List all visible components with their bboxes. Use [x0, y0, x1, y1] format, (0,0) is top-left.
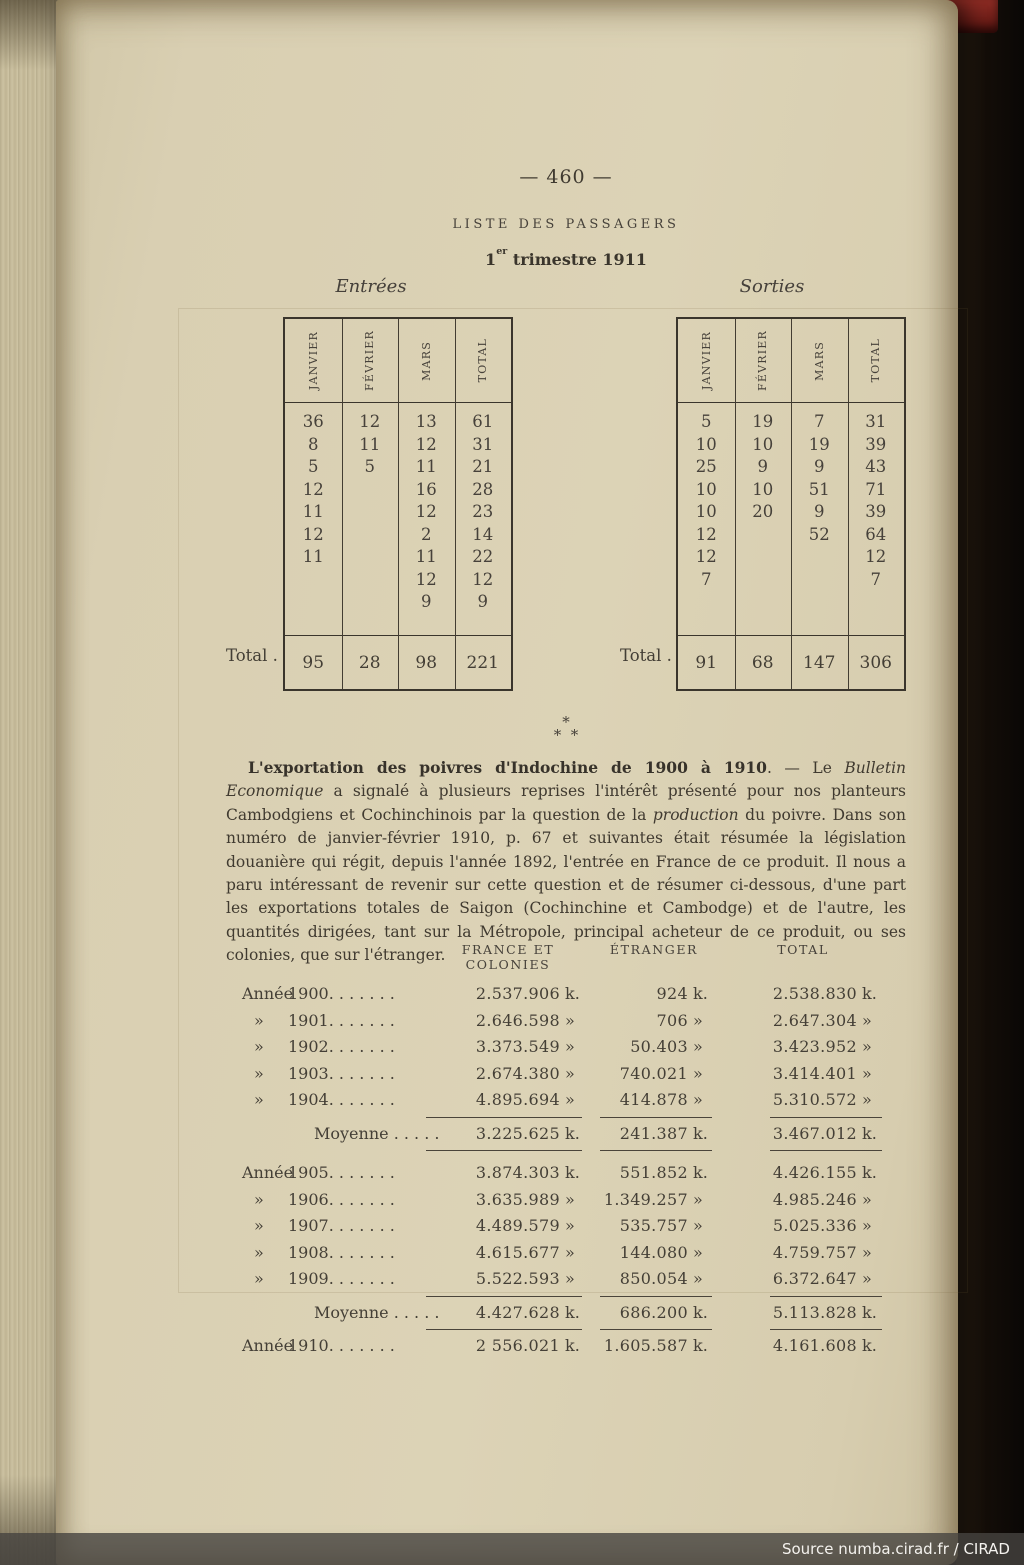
row-label: 1904. . . . . . . — [288, 1090, 395, 1109]
unit-etranger: » — [693, 1010, 703, 1030]
value-total: 3.414.401 — [772, 1063, 857, 1083]
value-etranger: 706 — [656, 1010, 688, 1030]
export-row-1909 — [226, 1266, 906, 1293]
cell — [342, 547, 399, 570]
header-france-colonies: FRANCE ET COLONIES — [461, 942, 555, 972]
value-total: 2.538.830 — [772, 984, 857, 1003]
cell: 12 — [415, 434, 437, 454]
paragraph-segment: . — Le — [766, 759, 845, 777]
row-label: 1906. . . . . . . — [288, 1189, 395, 1209]
column-divider — [455, 319, 456, 689]
row-label: 1900. . . . . . . — [288, 984, 395, 1003]
column-header-label: JANVIER — [699, 331, 713, 390]
column-divider — [791, 319, 792, 689]
cell: 11 — [359, 434, 381, 454]
cell: 71 — [865, 479, 887, 499]
unit-etranger: » — [693, 1216, 703, 1235]
cell: 12 — [415, 569, 437, 589]
column-header-label: TOTAL — [476, 338, 490, 383]
row-label-prefix: » — [254, 1269, 264, 1288]
export-table — [226, 942, 906, 1360]
unit-etranger: k. — [693, 1163, 708, 1182]
row-label-prefix: » — [254, 1090, 264, 1109]
row-label: 1907. . . . . . . — [288, 1216, 395, 1235]
cell: 11 — [415, 547, 437, 566]
unit-france: » — [565, 1189, 575, 1209]
column-divider — [848, 319, 849, 689]
value-total: 3.467.012 — [772, 1123, 857, 1143]
cell: 22 — [472, 547, 494, 566]
value-total: 3.423.952 — [772, 1037, 857, 1056]
cell: 14 — [472, 524, 494, 544]
unit-etranger: » — [693, 1189, 703, 1209]
value-france: 2.646.598 — [475, 1010, 560, 1030]
unit-france: » — [565, 1216, 575, 1235]
cell: 7 — [701, 569, 712, 589]
value-france: 3.874.303 — [475, 1163, 560, 1182]
cell: 2 — [421, 524, 432, 544]
row-label: 1910. . . . . . . — [288, 1336, 395, 1355]
unit-total: » — [862, 1090, 872, 1109]
column-header-label: FÉVRIER — [756, 330, 770, 391]
cell: 52 — [808, 524, 830, 544]
unit-etranger: k. — [693, 1336, 708, 1355]
table-rule — [226, 1150, 906, 1151]
unit-total: k. — [862, 984, 877, 1003]
value-total: 5.113.828 — [772, 1302, 857, 1322]
sorties-caption: Sorties — [739, 276, 805, 297]
export-row-1906 — [226, 1187, 906, 1214]
cell: 20 — [752, 502, 774, 521]
unit-total: » — [862, 1037, 872, 1056]
unit-france: » — [565, 1269, 575, 1288]
row-label: Moyenne . . . . . — [314, 1302, 440, 1322]
cell: 43 — [865, 457, 887, 476]
cell: 7 — [870, 569, 881, 589]
unit-total: » — [862, 1242, 872, 1262]
row-label: 1908. . . . . . . — [288, 1242, 395, 1262]
cell: 9 — [814, 502, 825, 521]
value-total: 4.426.155 — [772, 1163, 857, 1182]
unit-france: k. — [565, 1163, 580, 1182]
total-cell: 147 — [803, 652, 836, 673]
entrees-caption: Entrées — [335, 276, 407, 297]
source-attribution-bar — [0, 1533, 1024, 1565]
cell: 10 — [752, 434, 774, 454]
cell: 7 — [814, 412, 825, 431]
row-label: 1902. . . . . . . — [288, 1037, 395, 1056]
column-header — [848, 319, 905, 402]
cell: 11 — [302, 502, 324, 521]
value-etranger: 924 — [656, 984, 688, 1003]
unit-france: k. — [565, 1302, 580, 1322]
export-row-1901 — [226, 1008, 906, 1035]
row-label-prefix: » — [254, 1063, 264, 1083]
unit-france: k. — [565, 984, 580, 1003]
total-cell: 98 — [415, 652, 438, 673]
unit-etranger: » — [693, 1269, 703, 1288]
value-france: 3.373.549 — [475, 1037, 560, 1056]
unit-etranger: » — [693, 1090, 703, 1109]
cell — [848, 592, 905, 615]
cell — [791, 547, 848, 570]
value-etranger: 50.403 — [630, 1037, 688, 1056]
row-label-prefix — [226, 1121, 288, 1148]
export-row-moyenne-1 — [226, 1121, 906, 1148]
cell: 9 — [757, 457, 768, 476]
column-header — [342, 319, 399, 402]
cell — [342, 480, 399, 503]
column-divider — [342, 319, 343, 689]
export-row-moyenne-2 — [226, 1300, 906, 1327]
cell — [735, 547, 792, 570]
unit-total: » — [862, 1189, 872, 1209]
cell: 11 — [302, 547, 324, 566]
cell: 12 — [302, 524, 324, 544]
cell: 31 — [472, 434, 494, 454]
value-total: 4.161.608 — [772, 1336, 857, 1355]
column-header — [735, 319, 792, 402]
value-etranger: 1.605.587 — [603, 1336, 688, 1355]
row-label: 1901. . . . . . . — [288, 1010, 395, 1030]
export-row-1904 — [226, 1087, 906, 1114]
cell: 9 — [421, 592, 432, 611]
column-divider — [735, 319, 736, 689]
export-row-1903 — [226, 1061, 906, 1088]
cell: 12 — [472, 569, 494, 589]
cell — [791, 570, 848, 593]
value-france: 2.674.380 — [475, 1063, 560, 1083]
value-etranger: 414.878 — [619, 1090, 688, 1109]
value-total: 2.647.304 — [772, 1010, 857, 1030]
value-france: 4.427.628 — [475, 1302, 560, 1322]
column-header — [455, 319, 512, 402]
sorties-total-label: Total . — [620, 646, 672, 665]
subtitle-rest: trimestre 1911 — [507, 250, 647, 269]
row-label-prefix: » — [254, 1216, 264, 1235]
cell: 12 — [695, 524, 717, 544]
cell: 10 — [752, 479, 774, 499]
value-total: 5.310.572 — [772, 1090, 857, 1109]
total-cell: 28 — [358, 652, 381, 673]
subtitle-number: 1 — [485, 250, 497, 269]
cell — [285, 592, 342, 615]
cell: 8 — [308, 434, 319, 454]
paragraph-segment: du poivre. Dans son numéro de janvier-février 1910, p. 67 et suivantes était résumée la législation douanière qui régit, depuis l'année 1892, l'entrée en France de ce produit. Il nous a paru intéressant de revenir sur cette question et de résumer ci-dessous, d'une part les exportations totales de Saigon (Cochinchine et Cambodge) et de l'autre, les quantités dirigées, tant sur la Métropole, principal acheteur de ce produit, ou ses colonies, que sur l'étranger. — [226, 805, 906, 965]
cell: 16 — [415, 479, 437, 499]
row-label-prefix: » — [254, 1242, 264, 1262]
cell: 25 — [695, 457, 717, 476]
cell: 23 — [472, 502, 494, 521]
asterism-bottom: * * — [553, 726, 579, 744]
column-header — [678, 319, 735, 402]
value-total: 4.985.246 — [772, 1189, 857, 1209]
value-etranger: 850.054 — [619, 1269, 688, 1288]
cell: 39 — [865, 502, 887, 521]
unit-etranger: k. — [693, 984, 708, 1003]
unit-france: » — [565, 1242, 575, 1262]
unit-etranger: » — [693, 1037, 703, 1056]
cell: 12 — [695, 547, 717, 566]
column-header-label: MARS — [812, 340, 826, 381]
cell: 21 — [472, 457, 494, 476]
value-france: 4.615.677 — [475, 1242, 560, 1262]
export-row-1902 — [226, 1034, 906, 1061]
cell: 9 — [814, 457, 825, 476]
unit-france: k. — [565, 1336, 580, 1355]
value-france: 3.635.989 — [475, 1189, 560, 1209]
column-header — [791, 319, 848, 402]
table-rule — [226, 1329, 906, 1330]
value-france: 2.537.906 — [475, 984, 560, 1003]
cell: 5 — [364, 457, 375, 476]
value-etranger: 551.852 — [619, 1163, 688, 1182]
export-row-1905 — [226, 1160, 906, 1187]
value-etranger: 740.021 — [619, 1063, 688, 1083]
cell — [678, 592, 735, 615]
value-france: 4.489.579 — [475, 1216, 560, 1235]
subtitle-ordinal: er — [496, 245, 508, 257]
cell: 51 — [808, 479, 830, 499]
cell — [735, 525, 792, 548]
row-label-prefix: » — [254, 1189, 264, 1209]
unit-total: » — [862, 1269, 872, 1288]
unit-total: » — [862, 1216, 872, 1235]
unit-total: k. — [862, 1163, 877, 1182]
page-content — [226, 0, 906, 1565]
emphasis-word: production — [652, 805, 739, 824]
asterism-separator — [226, 713, 906, 744]
cell: 11 — [415, 457, 437, 476]
row-label: Moyenne . . . . . — [314, 1123, 440, 1143]
cell — [791, 592, 848, 615]
section-subtitle — [226, 245, 906, 269]
unit-total: k. — [862, 1302, 877, 1322]
entrees-table — [283, 317, 513, 691]
export-table-header — [226, 942, 906, 972]
unit-etranger: » — [693, 1242, 703, 1262]
row-label-prefix: Année — [242, 1163, 294, 1182]
value-total: 6.372.647 — [772, 1269, 857, 1288]
cell — [342, 592, 399, 615]
value-france: 3.225.625 — [475, 1123, 560, 1143]
cell: 64 — [865, 524, 887, 544]
article-title: L'exportation des poivres d'Indochine de 1900 à 1910 — [248, 758, 767, 777]
column-divider — [398, 319, 399, 689]
value-etranger: 144.080 — [619, 1242, 688, 1262]
cell — [735, 592, 792, 615]
lead-paragraph — [226, 756, 906, 968]
cell — [735, 570, 792, 593]
cell: 10 — [695, 434, 717, 454]
header-etranger: ÉTRANGER — [609, 942, 699, 957]
table-rule — [226, 1296, 906, 1297]
row-label: 1905. . . . . . . — [288, 1163, 395, 1182]
cell: 12 — [302, 479, 324, 499]
cell: 61 — [472, 412, 494, 431]
cell — [342, 502, 399, 525]
sorties-table — [676, 317, 906, 691]
cell: 12 — [415, 502, 437, 521]
table-rule — [226, 1117, 906, 1118]
cell: 13 — [415, 412, 437, 431]
unit-france: » — [565, 1010, 575, 1030]
value-france: 5.522.593 — [475, 1269, 560, 1288]
unit-total: » — [862, 1010, 872, 1030]
value-etranger: 686.200 — [619, 1302, 688, 1322]
unit-total: » — [862, 1063, 872, 1083]
value-total: 4.759.757 — [772, 1242, 857, 1262]
cell: 12 — [359, 412, 381, 431]
value-etranger: 241.387 — [619, 1123, 688, 1143]
section-title: LISTE DES PASSAGERS — [452, 217, 680, 232]
asterism-top: * — [562, 713, 570, 731]
unit-etranger: » — [693, 1063, 703, 1083]
cell: 10 — [695, 479, 717, 499]
unit-total: k. — [862, 1123, 877, 1143]
row-label-prefix: Année — [242, 1336, 294, 1355]
cell: 10 — [695, 502, 717, 521]
row-label: 1903. . . . . . . — [288, 1063, 395, 1083]
cell — [342, 525, 399, 548]
column-header-label: TOTAL — [869, 338, 883, 383]
unit-france: » — [565, 1037, 575, 1056]
page-number: — 460 — — [519, 166, 613, 188]
document-page — [56, 0, 958, 1565]
total-cell: 221 — [466, 652, 499, 673]
source-text: Source numba.cirad.fr / CIRAD — [781, 1540, 1010, 1558]
cell — [342, 570, 399, 593]
unit-france: » — [565, 1090, 575, 1109]
export-row-1910 — [226, 1333, 906, 1360]
row-label-prefix: » — [254, 1037, 264, 1056]
unit-etranger: k. — [693, 1123, 708, 1143]
unit-etranger: k. — [693, 1302, 708, 1322]
column-header — [398, 319, 455, 402]
cell: 19 — [808, 434, 830, 454]
cell: 28 — [472, 479, 494, 499]
cell: 31 — [865, 412, 887, 431]
row-label-prefix: » — [254, 1010, 264, 1030]
cell: 19 — [752, 412, 774, 431]
row-label-prefix: Année — [242, 984, 294, 1003]
total-cell: 95 — [302, 652, 325, 673]
export-row-1900 — [226, 981, 906, 1008]
cell: 5 — [701, 412, 712, 431]
row-label: 1909. . . . . . . — [288, 1269, 395, 1288]
value-etranger: 1.349.257 — [603, 1189, 688, 1209]
total-cell: 68 — [751, 652, 774, 673]
cell: 5 — [308, 457, 319, 476]
total-cell: 306 — [859, 652, 892, 673]
value-france: 4.895.694 — [475, 1090, 560, 1109]
cell: 36 — [302, 412, 324, 431]
export-row-1907 — [226, 1213, 906, 1240]
column-header-label: JANVIER — [306, 331, 320, 390]
cell — [285, 570, 342, 593]
value-france: 2 556.021 — [475, 1336, 560, 1355]
journal-name: Bulletin Economique — [226, 759, 907, 801]
entrees-total-label: Total . — [226, 646, 278, 665]
value-total: 5.025.336 — [772, 1216, 857, 1235]
total-cell: 91 — [695, 652, 718, 673]
cell: 12 — [865, 547, 887, 566]
cell: 9 — [477, 592, 488, 611]
unit-france: » — [565, 1063, 575, 1083]
cell: 39 — [865, 434, 887, 454]
row-label-prefix — [226, 1300, 288, 1327]
unit-france: k. — [565, 1123, 580, 1143]
unit-total: k. — [862, 1336, 877, 1355]
column-header-label: FÉVRIER — [363, 330, 377, 391]
value-etranger: 535.757 — [619, 1216, 688, 1235]
column-header — [285, 319, 342, 402]
header-total: TOTAL — [777, 942, 829, 957]
column-header-label: MARS — [419, 340, 433, 381]
paragraph-segment: a signalé à plusieurs reprises l'intérêt présenté pour nos planteurs Cambodgiens et Cochinchinois par la question de la — [226, 782, 906, 824]
export-row-1908 — [226, 1240, 906, 1267]
